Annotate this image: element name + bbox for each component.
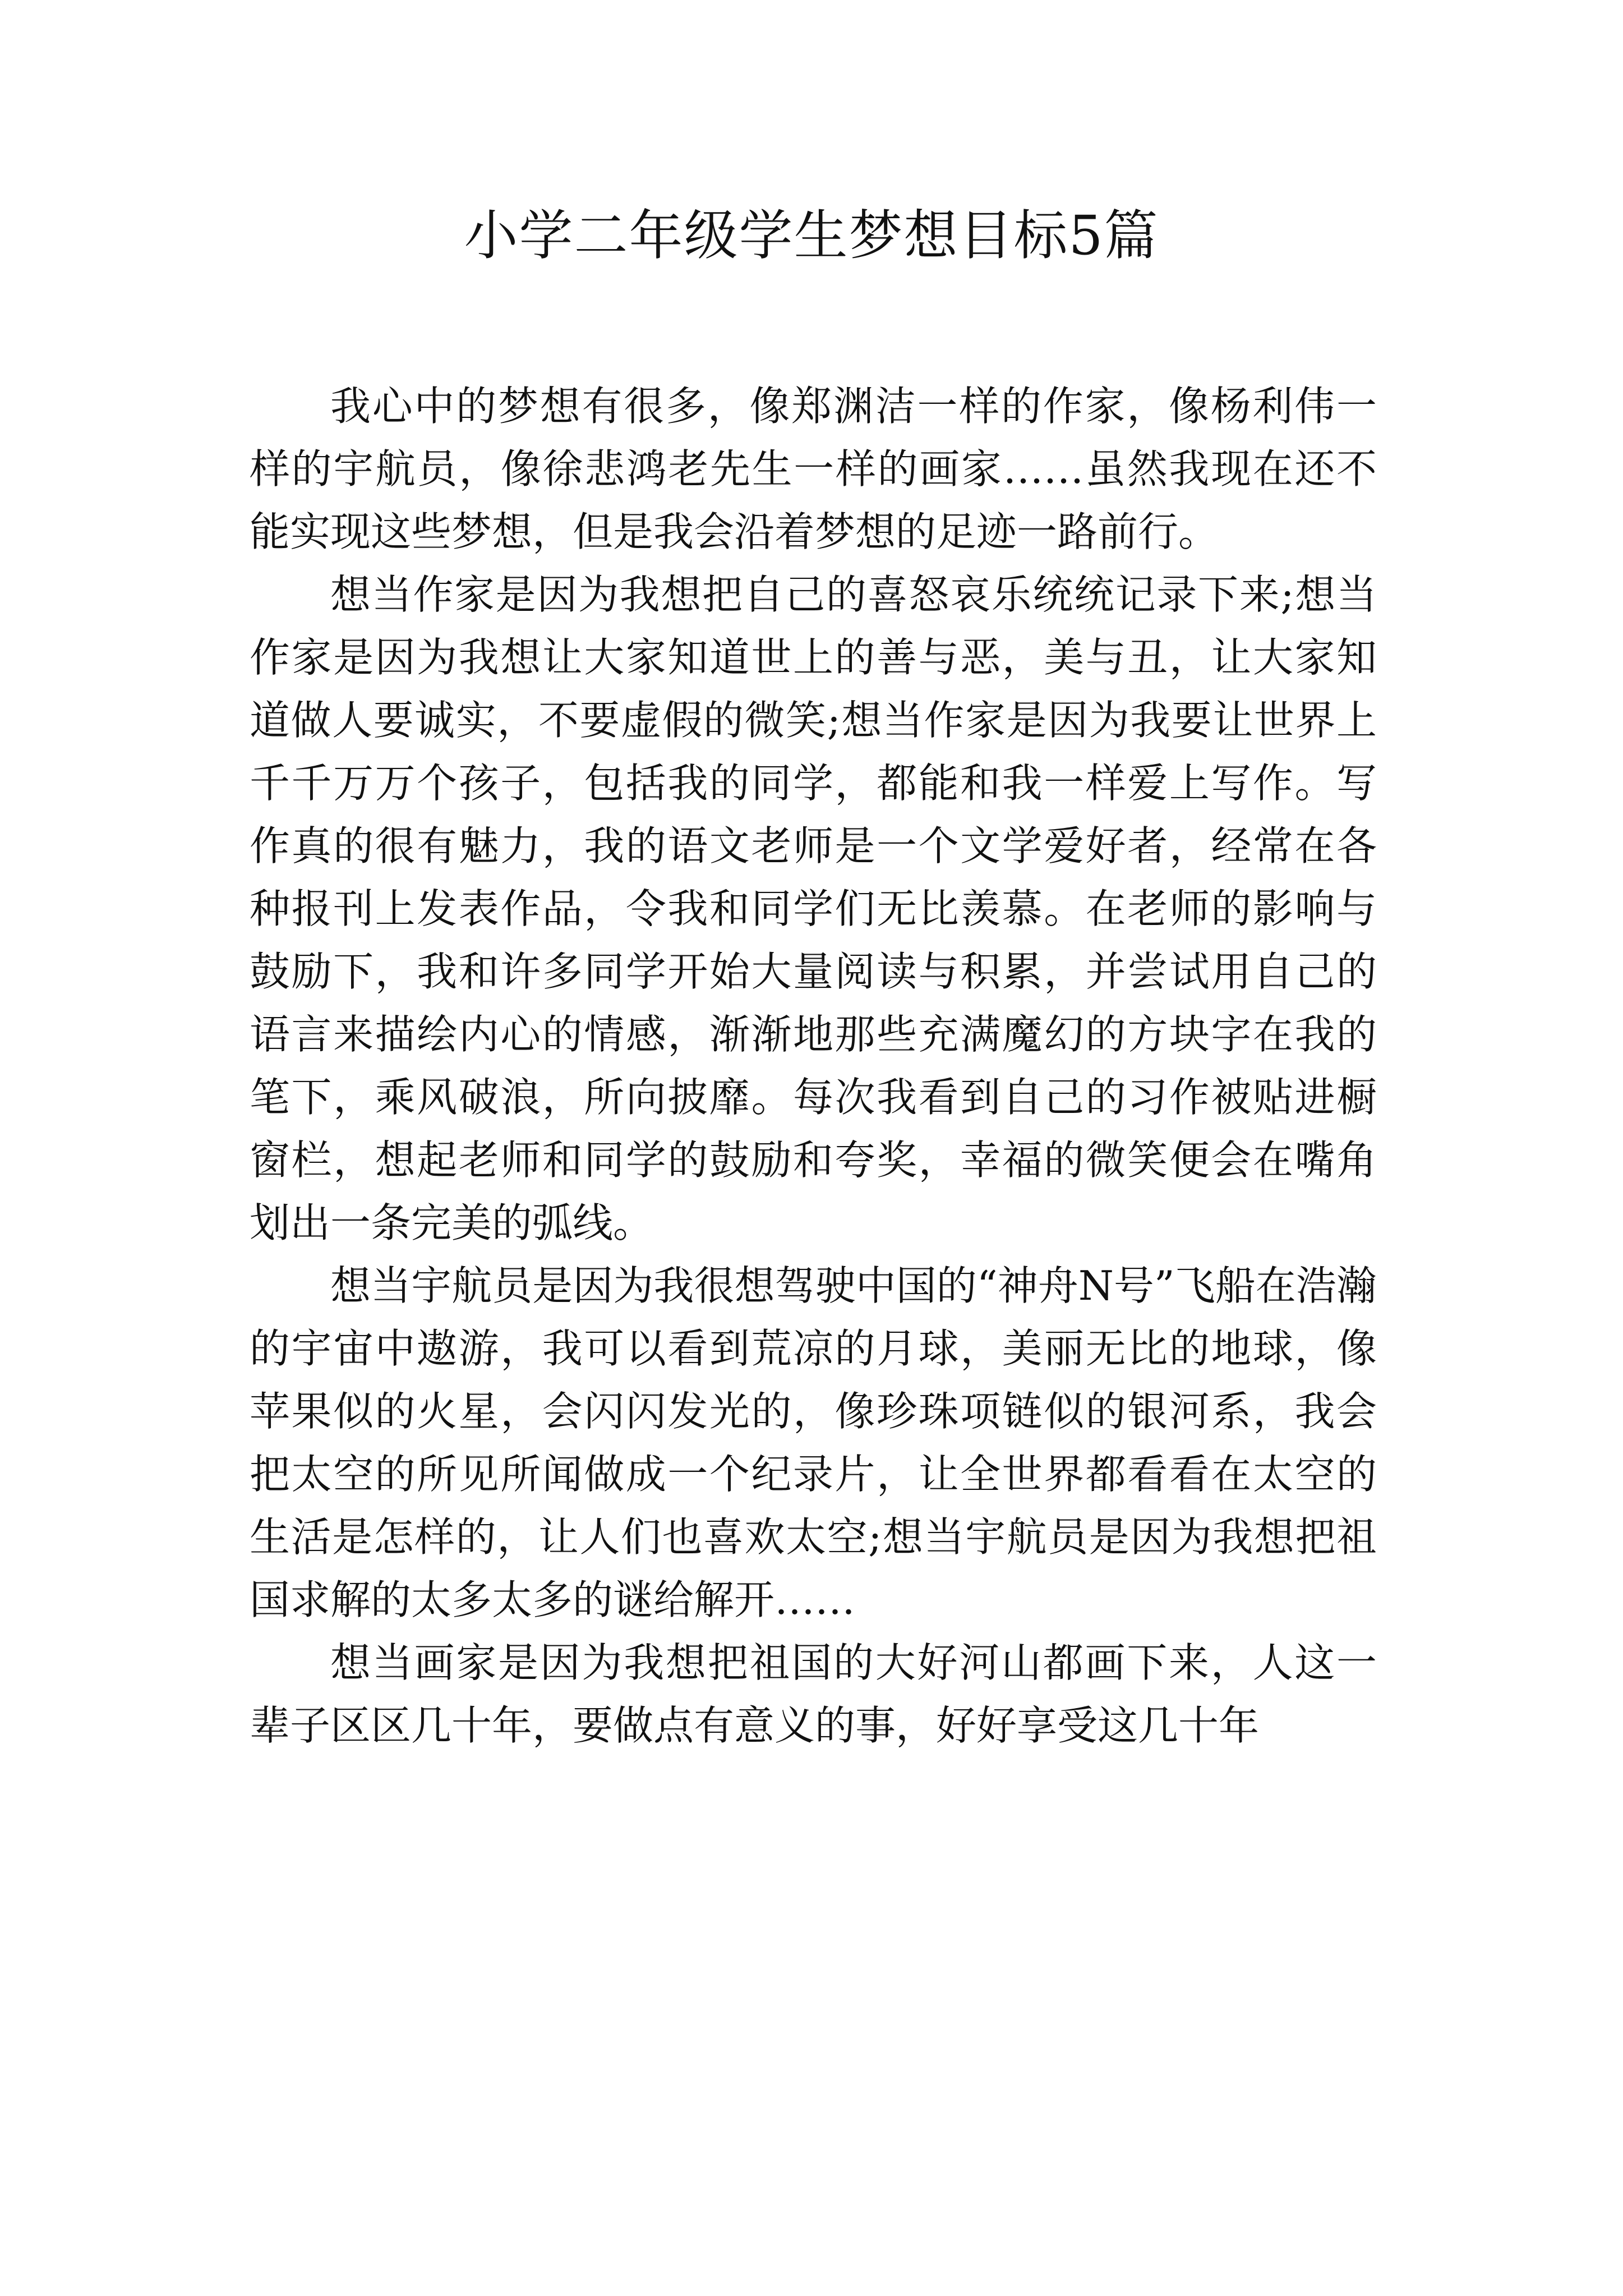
paragraph-2: 想当作家是因为我想把自己的喜怒哀乐统统记录下来;想当作家是因为我想让大家知道世上的善与恶，美与丑，让大家知道做人要诚实，不要虚假的微笑;想当作家是因为我要让世界上千千万万个孩子，包括我的同学，都能和我一样爱上写作。写作真的很有魅力，我的语文老师是一个文学爱好者，经常在各种报刊上发表作品，令我和同学们无比羡慕。在老师的影响与鼓励下，我和许多同学开始大量阅读与积累，并尝试用自己的语言来描绘内心的情感，渐渐地那些充满魔幻的方块字在我的笔下，乘风破浪，所向披靡。每次我看到自己的习作被贴进橱窗栏，想起老师和同学的鼓励和夸奖，幸福的微笑便会在嘴角划出一条完美的弧线。 bbox=[250, 571, 1377, 1246]
paragraph-3: 想当宇航员是因为我很想驾驶中国的“神舟N号”飞船在浩瀚的宇宙中遨游，我可以看到荒凉的月球，美丽无比的地球，像苹果似的火星，会闪闪发光的，像珍珠项链似的银河系，我会把太空的所见所闻做成一个纪录片，让全世界都看看在太空的生活是怎样的，让人们也喜欢太空;想当宇航员是因为我想把祖国求解的太多太多的谜给解开…… bbox=[250, 1262, 1377, 1623]
document-title: 小学二年级学生梦想目标5篇 bbox=[464, 204, 1159, 267]
document-body bbox=[250, 375, 1377, 1757]
paragraph-1: 我心中的梦想有很多，像郑渊洁一样的作家，像杨利伟一样的宇航员，像徐悲鸿老先生一样的画家……虽然我现在还不能实现这些梦想，但是我会沿着梦想的足迹一路前行。 bbox=[250, 383, 1377, 555]
paragraph-4: 想当画家是因为我想把祖国的大好河山都画下来，人这一辈子区区几十年，要做点有意义的事，好好享受这几十年 bbox=[250, 1639, 1377, 1749]
